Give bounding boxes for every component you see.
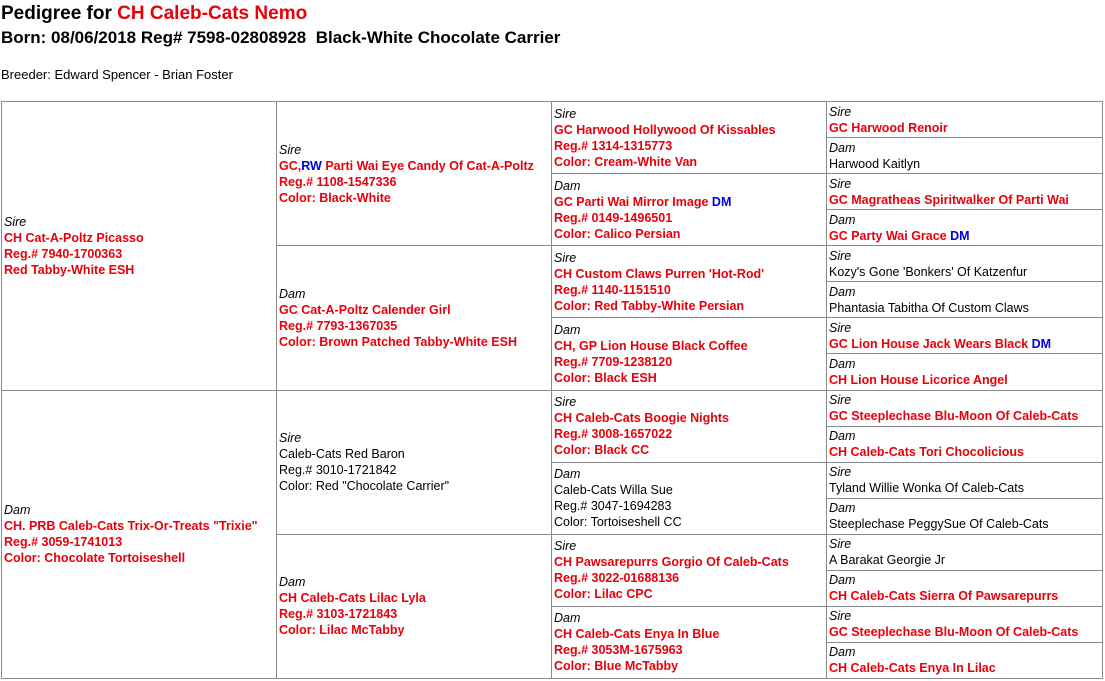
gen4-cell-16	[827, 642, 1103, 678]
dm-badge: DM	[711, 194, 732, 209]
title-rw: RW	[301, 158, 322, 173]
g4-name	[829, 228, 1100, 244]
role-label: Sire	[829, 393, 852, 408]
role-label: Dam	[554, 611, 581, 626]
title-gc: GC	[279, 158, 298, 173]
g4-name: Tyland Willie Wonka Of Caleb-Cats	[829, 481, 1024, 496]
ddd-name: CH Caleb-Cats Enya In Blue	[554, 627, 720, 642]
role-label: Dam	[829, 645, 856, 660]
sire-name: CH Cat-A-Poltz Picasso	[4, 230, 144, 245]
role-label: Dam	[829, 429, 856, 444]
sdd-name: CH, GP Lion House Black Coffee	[554, 338, 748, 353]
ss-color: Color: Black-White	[279, 190, 391, 205]
g4-name-text: GC Lion House Jack Wears Black	[829, 336, 1029, 351]
g4-name-text: GC Party Wai Grace	[829, 228, 947, 243]
dsd-reg: Reg.# 3047-1694283	[554, 499, 672, 514]
role-label: Sire	[829, 176, 852, 191]
gen3-sdd-cell	[552, 318, 827, 390]
role-label: Sire	[554, 539, 577, 554]
pedigree-table	[1, 101, 1103, 679]
gen4-cell-9	[827, 390, 1103, 426]
ss-name-text: Parti Wai Eye Candy Of Cat-A-Poltz	[321, 158, 534, 173]
gen2-sd-cell	[277, 246, 552, 390]
dss-reg: Reg.# 3008-1657022	[554, 427, 673, 442]
sd-name: GC Cat-A-Poltz Calender Girl	[279, 302, 451, 317]
cat-name: CH Caleb-Cats Nemo	[117, 3, 308, 24]
gen2-ss-cell	[277, 102, 552, 246]
g4-name: A Barakat Georgie Jr	[829, 553, 946, 568]
sire-reg: Reg.# 7940-1700363	[4, 246, 123, 261]
gen3-dsd-cell	[552, 462, 827, 534]
role-label: Sire	[554, 106, 577, 121]
gen4-cell-3	[827, 174, 1103, 210]
dsd-name: Caleb-Cats Willa Sue	[554, 483, 673, 498]
role-label: Sire	[829, 104, 852, 119]
gen4-cell-7	[827, 318, 1103, 354]
g4-name: Kozy's Gone 'Bonkers' Of Katzenfur	[829, 264, 1028, 279]
dd-reg: Reg.# 3103-1721843	[279, 607, 398, 622]
dd-color: Color: Lilac McTabby	[279, 623, 405, 638]
gen2-dd-cell	[277, 534, 552, 678]
g4-name: CH Lion House Licorice Angel	[829, 372, 1008, 387]
gen4-cell-2	[827, 138, 1103, 174]
role-label: Sire	[829, 248, 852, 263]
g4-name: GC Harwood Renoir	[829, 120, 948, 135]
gen4-cell-14	[827, 570, 1103, 606]
g4-name	[829, 336, 1100, 352]
sds-reg: Reg.# 1140-1151510	[554, 282, 671, 297]
role-label: Dam	[4, 503, 31, 518]
gen4-cell-12	[827, 498, 1103, 534]
gen4-cell-15	[827, 606, 1103, 642]
gen2-ds-cell	[277, 390, 552, 534]
role-label: Dam	[554, 322, 581, 337]
gen4-cell-11	[827, 462, 1103, 498]
g4-name: CH Caleb-Cats Tori Chocolicious	[829, 445, 1024, 460]
g4-name: Harwood Kaitlyn	[829, 156, 921, 171]
role-label: Dam	[829, 573, 856, 588]
g4-name: CH Caleb-Cats Sierra Of Pawsarepurrs	[829, 589, 1059, 604]
gen4-cell-8	[827, 354, 1103, 390]
g4-name: Phantasia Tabitha Of Custom Claws	[829, 300, 1029, 315]
dam-name: CH. PRB Caleb-Cats Trix-Or-Treats "Trixie"	[4, 519, 258, 534]
gen4-cell-1	[827, 102, 1103, 138]
gen1-dam-cell	[2, 390, 277, 679]
dds-color: Color: Lilac CPC	[554, 587, 653, 602]
role-label: Sire	[279, 142, 302, 157]
gen3-ddd-cell	[552, 606, 827, 678]
sdd-reg: Reg.# 7709-1238120	[554, 354, 673, 369]
g4-name: GC Steeplechase Blu-Moon Of Caleb-Cats	[829, 409, 1079, 424]
sdd-color: Color: Black ESH	[554, 370, 657, 385]
role-label: Dam	[829, 501, 856, 516]
g4-name: CH Caleb-Cats Enya In Lilac	[829, 661, 996, 676]
ds-reg: Reg.# 3010-1721842	[279, 463, 397, 478]
dam-color: Color: Chocolate Tortoiseshell	[4, 551, 186, 566]
role-label: Sire	[554, 250, 577, 265]
sd-color: Color: Brown Patched Tabby-White ESH	[279, 334, 517, 349]
dm-badge: DM	[950, 228, 970, 243]
role-label: Dam	[279, 575, 306, 590]
dss-name: CH Caleb-Cats Boogie Nights	[554, 411, 730, 426]
gen1-sire-cell	[2, 102, 277, 391]
gen3-sds-cell	[552, 246, 827, 318]
sds-name: CH Custom Claws Purren 'Hot-Rod'	[554, 266, 765, 281]
sds-color: Color: Red Tabby-White Persian	[554, 298, 745, 313]
ds-name: Caleb-Cats Red Baron	[279, 447, 405, 462]
gen3-sss-cell	[552, 102, 827, 174]
gen3-ssd-cell	[552, 174, 827, 246]
role-label: Sire	[829, 465, 852, 480]
page-title	[1, 3, 307, 25]
role-label: Dam	[829, 356, 856, 371]
sd-reg: Reg.# 7793-1367035	[279, 318, 398, 333]
sire-color: Red Tabby-White ESH	[4, 262, 135, 277]
role-label: Sire	[829, 609, 852, 624]
breeder-line: Breeder: Edward Spencer - Brian Foster	[1, 67, 233, 82]
role-label: Sire	[554, 395, 577, 410]
sss-reg: Reg.# 1314-1315773	[554, 138, 673, 153]
ss-reg: Reg.# 1108-1547336	[279, 174, 397, 189]
dam-reg: Reg.# 3059-1741013	[4, 535, 123, 550]
gen4-cell-13	[827, 534, 1103, 570]
dm-badge: DM	[1031, 336, 1052, 351]
dsd-color: Color: Tortoiseshell CC	[554, 515, 682, 530]
ddd-reg: Reg.# 3053M-1675963	[554, 643, 683, 658]
role-label: Dam	[829, 284, 856, 299]
g4-name: GC Magratheas Spiritwalker Of Parti Wai	[829, 192, 1069, 207]
dds-name: CH Pawsarepurrs Gorgio Of Caleb-Cats	[554, 555, 789, 570]
ddd-color: Color: Blue McTabby	[554, 659, 679, 674]
ssd-name-text: GC Parti Wai Mirror Image	[554, 194, 709, 209]
dd-name: CH Caleb-Cats Lilac Lyla	[279, 591, 426, 606]
dds-reg: Reg.# 3022-01688136	[554, 571, 680, 586]
gen3-dds-cell	[552, 534, 827, 606]
ssd-color: Color: Calico Persian	[554, 226, 681, 241]
role-label: Sire	[829, 320, 852, 335]
gen3-dss-cell	[552, 390, 827, 462]
gen4-cell-4	[827, 210, 1103, 246]
role-label: Dam	[829, 140, 856, 155]
role-label: Sire	[279, 431, 302, 446]
role-label: Dam	[554, 178, 581, 193]
role-label: Sire	[4, 214, 27, 229]
born-line: Born: 08/06/2018 Reg# 7598-02808928 Black-White Chocolate Carrier	[1, 28, 561, 47]
dss-color: Color: Black CC	[554, 443, 650, 458]
g4-name: GC Steeplechase Blu-Moon Of Caleb-Cats	[829, 625, 1079, 640]
g4-name: Steeplechase PeggySue Of Caleb-Cats	[829, 517, 1049, 532]
ssd-name	[554, 194, 824, 210]
role-label: Dam	[829, 212, 856, 227]
ds-color: Color: Red "Chocolate Carrier"	[279, 479, 450, 494]
role-label: Dam	[554, 467, 581, 482]
sss-name: GC Harwood Hollywood Of Kissables	[554, 122, 776, 137]
ss-name	[279, 158, 549, 174]
gen4-cell-5	[827, 246, 1103, 282]
title-sep: ,	[297, 158, 302, 173]
gen4-cell-6	[827, 282, 1103, 318]
ssd-reg: Reg.# 0149-1496501	[554, 210, 673, 225]
title-prefix: Pedigree for	[1, 3, 118, 24]
sss-color: Color: Cream-White Van	[554, 154, 698, 169]
role-label: Sire	[829, 537, 852, 552]
role-label: Dam	[279, 286, 306, 301]
gen4-cell-10	[827, 426, 1103, 462]
